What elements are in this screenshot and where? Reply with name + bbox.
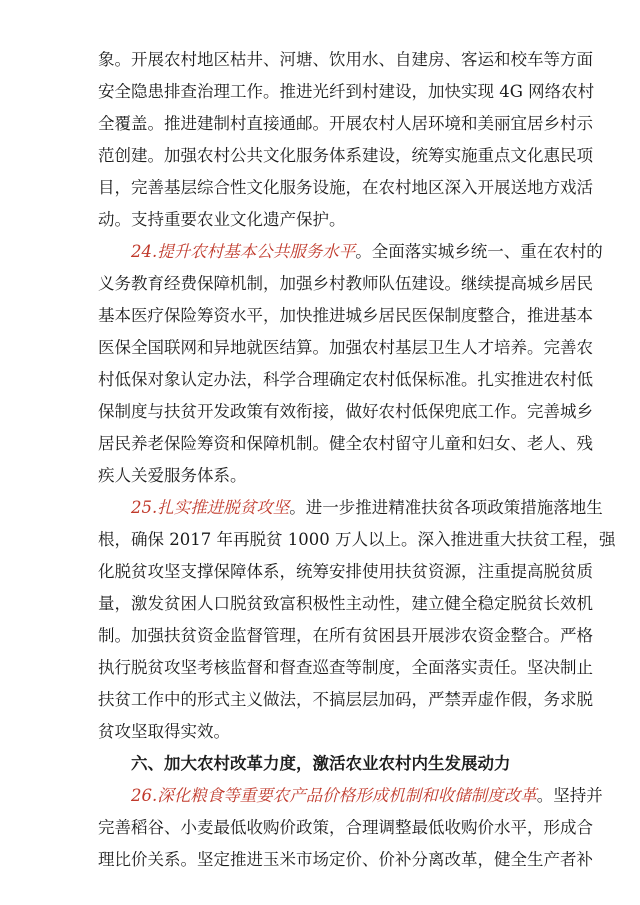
text-line: 动。支持重要农业文化遗产保护。	[98, 210, 346, 229]
text-line: 基本医疗保险筹资水平，加快推进城乡居民医保制度整合，推进基本	[98, 306, 593, 325]
text-line	[98, 492, 603, 524]
text-line: 全覆盖。推进建制村直接通邮。开展农村人居环境和美丽宜居乡村示	[98, 114, 593, 133]
text-line: 目，完善基层综合性文化服务设施，在农村地区深入开展送地方戏活	[98, 178, 593, 197]
text-line: 扶贫工作中的形式主义做法，不搞层层加码，严禁弄虚作假，务求脱	[98, 690, 593, 709]
text-line: 化脱贫攻坚支撑保障体系，统筹安排使用扶贫资源，注重提高脱贫质	[98, 562, 593, 581]
paragraph-26-price-reform	[98, 780, 603, 876]
text-span: 。坚持并	[536, 786, 603, 805]
text-line: 义务教育经费保障机制，加强乡村教师队伍建设。继续提高城乡居民	[98, 274, 593, 293]
text-line: 贫攻坚取得实效。	[98, 722, 230, 741]
section-highlight-26: 26.深化粮食等重要农产品价格形成机制和收储制度改革	[131, 786, 537, 805]
text-line	[98, 780, 603, 812]
section-highlight-25: 25.扎实推进脱贫攻坚	[131, 498, 290, 517]
paragraph-25-poverty	[98, 492, 616, 748]
text-line: 村低保对象认定办法，科学合理确定农村低保标准。扎实推进农村低	[98, 370, 593, 389]
text-line: 疾人关爱服务体系。	[98, 466, 247, 485]
text-line: 医保全国联网和异地就医结算。加强农村基层卫生人才培养。完善农	[98, 338, 593, 357]
text-line: 执行脱贫攻坚考核监督和督查巡查等制度，全面落实责任。坚决制止	[98, 658, 593, 677]
paragraph-rural-safety	[98, 44, 595, 236]
text-line: 安全隐患排查治理工作。推进光纤到村建设，加快实现 4G 网络农村	[98, 82, 595, 101]
text-span: 。全面落实城乡统一、重在农村的	[355, 242, 603, 261]
text-span: 。进一步推进精准扶贫各项政策措施落地生	[289, 498, 603, 517]
section-heading: 六、加大农村改革力度，激活农业农村内生发展动力	[131, 754, 511, 773]
text-line: 范创建。加强农村公共文化服务体系建设，统筹实施重点文化惠民项	[98, 146, 593, 165]
section-heading-six	[98, 748, 546, 780]
text-line: 保制度与扶贫开发政策有效衔接，做好农村低保兜底工作。完善城乡	[98, 402, 593, 421]
section-highlight-24: 24.提升农村基本公共服务水平	[131, 242, 356, 261]
text-line: 理比价关系。坚定推进玉米市场定价、价补分离改革，健全生产者补	[98, 850, 593, 869]
text-line	[98, 236, 603, 268]
text-line: 量，激发贫困人口脱贫致富积极性主动性，建立健全稳定脱贫长效机	[98, 594, 593, 613]
text-line: 完善稻谷、小麦最低收购价政策，合理调整最低收购价水平，形成合	[98, 818, 593, 837]
text-line: 居民养老保险筹资和保障机制。健全农村留守儿童和妇女、老人、残	[98, 434, 593, 453]
text-line: 象。开展农村地区枯井、河塘、饮用水、自建房、客运和校车等方面	[98, 50, 593, 69]
text-line: 根，确保 2017 年再脱贫 1000 万人以上。深入推进重大扶贫工程，强	[98, 530, 616, 549]
paragraph-24-public-services	[98, 236, 603, 492]
text-line: 制。加强扶贫资金监督管理，在所有贫困县开展涉农资金整合。严格	[98, 626, 593, 645]
